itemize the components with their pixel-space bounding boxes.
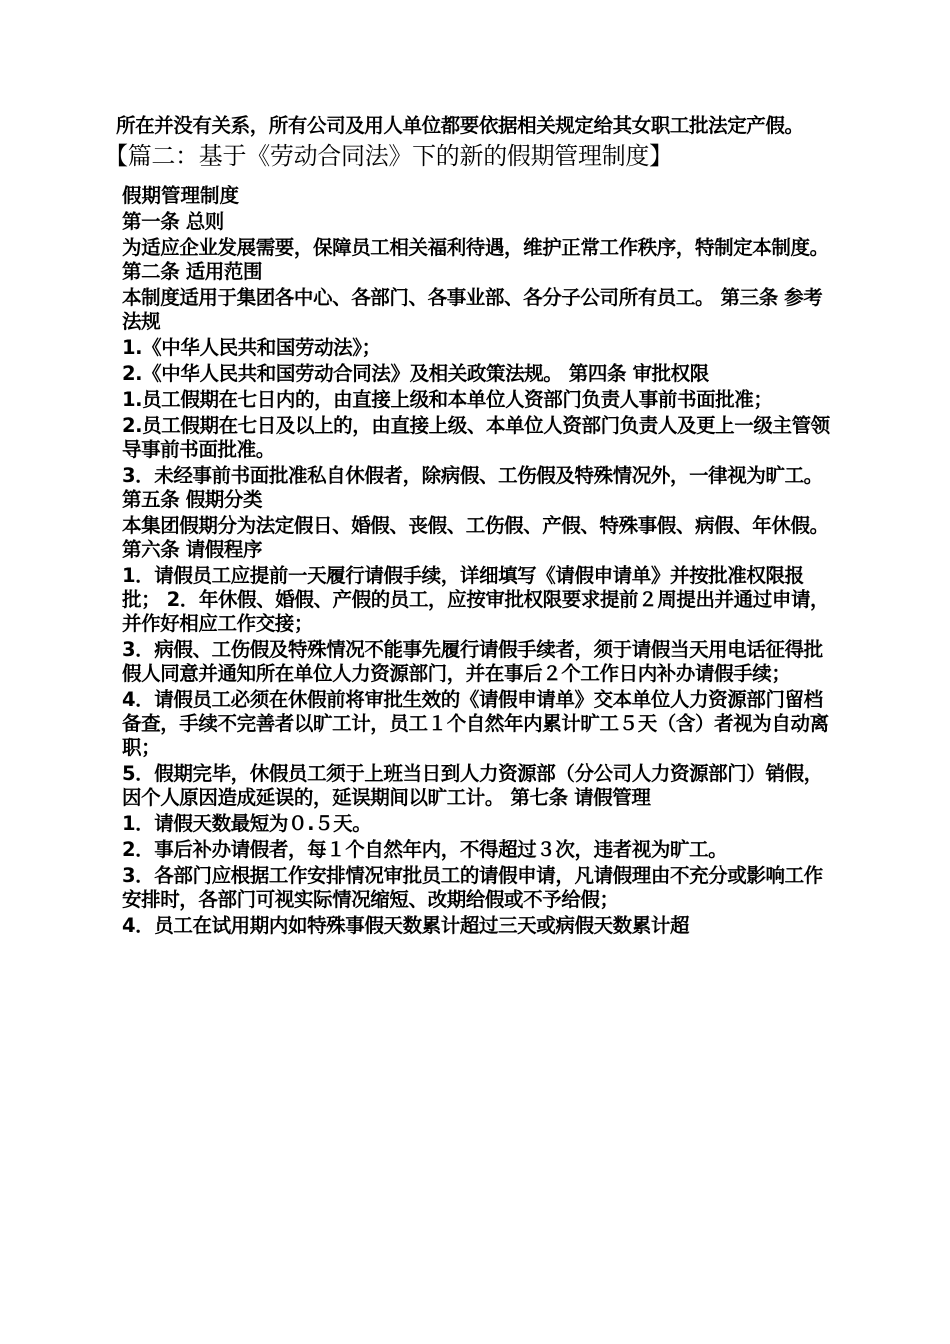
document-title: 假期管理制度 bbox=[122, 184, 240, 207]
paragraph: 4．请假员工必须在休假前将审批生效的《请假申请单》交本单位人力资源部门留档备查，手续不完善者以旷工计，员工１个自然年内累计旷工５天（含）者视为自动离职； bbox=[122, 688, 829, 759]
paragraph: 本制度适用于集团各中心、各部门、各事业部、各分子公司所有员工。 第三条 参考法规 bbox=[122, 286, 823, 333]
paragraph: 3．未经事前书面批准私自休假者，除病假、工伤假及特殊情况外，一律视为旷工。 第五条 假期分类 bbox=[122, 464, 823, 511]
paragraph: 3．病假、工伤假及特殊情况不能事先履行请假手续者，须于请假当天用电话征得批假人同意并通知所在单位人力资源部门，并在事后２个工作日内补办请假手续； bbox=[122, 638, 823, 685]
article-1-heading: 第一条 总则 bbox=[122, 210, 224, 233]
paragraph: 5．假期完毕，休假员工须于上班当日到人力资源部（分公司人力资源部门）销假，因个人原因造成延误的，延误期间以旷工计。 第七条 请假管理 bbox=[122, 762, 823, 809]
paragraph: 本集团假期分为法定假日、婚假、丧假、工伤假、产假、特殊事假、病假、年休假。 第六条 请假程序 bbox=[122, 514, 829, 561]
document-page bbox=[104, 114, 838, 940]
paragraph: 3．各部门应根据工作安排情况审批员工的请假申请，凡请假理由不充分或影响工作安排时，各部门可视实际情况缩短、改期给假或不予给假； bbox=[122, 864, 823, 911]
paragraph: 1.员工假期在七日内的，由直接上级和本单位人资部门负责人事前书面批准； bbox=[122, 388, 773, 411]
paragraph: 1.《中华人民共和国劳动法》； bbox=[122, 336, 381, 359]
paragraph: 1．请假天数最短为０.５天。 bbox=[122, 812, 372, 835]
paragraph: 为适应企业发展需要，保障员工相关福利待遇，维护正常工作秩序，特制定本制度。 第二条 适用范围 bbox=[122, 236, 829, 283]
section-heading: 【篇二：基于《劳动合同法》下的新的假期管理制度】 bbox=[104, 142, 673, 170]
paragraph: 4．员工在试用期内如特殊事假天数累计超过三天或病假天数累计超 bbox=[122, 914, 690, 937]
intro-paragraph: 所在并没有关系，所有公司及用人单位都要依据相关规定给其女职工批法定产假。 bbox=[116, 114, 804, 137]
paragraph: 1．请假员工应提前一天履行请假手续，详细填写《请假申请单》并按批准权限报批； 2．年休假、婚假、产假的员工，应按审批权限要求提前２周提出并通过申请，并作好相应工作交接； bbox=[122, 564, 830, 635]
paragraph: 2.《中华人民共和国劳动合同法》及相关政策法规。 第四条 审批权限 bbox=[122, 362, 709, 385]
paragraph: 2．事后补办请假者，每１个自然年内，不得超过３次，违者视为旷工。 bbox=[122, 838, 728, 861]
paragraph: 2.员工假期在七日及以上的，由直接上级、本单位人资部门负责人及更上一级主管领导事前书面批准。 bbox=[122, 414, 830, 461]
